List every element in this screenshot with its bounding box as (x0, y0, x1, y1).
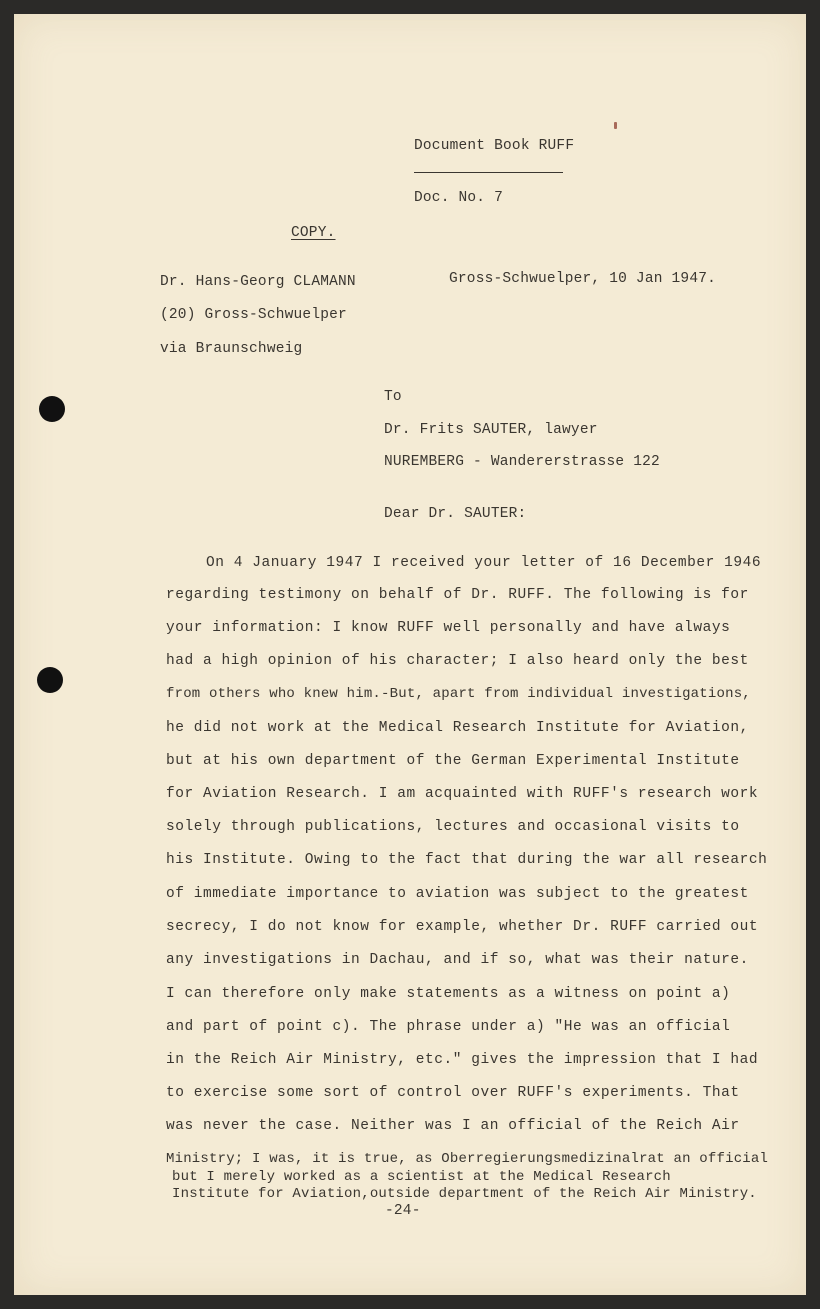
body-line: and part of point c). The phrase under a) "He was an official (166, 1019, 731, 1035)
body-line: regarding testimony on behalf of Dr. RUFF. The following is for (166, 587, 749, 603)
body-line: Ministry; I was, it is true, as Oberregierungsmedizinalrat an official (166, 1151, 769, 1167)
body-line: any investigations in Dachau, and if so, what was their nature. (166, 952, 749, 968)
body-line: but at his own department of the German Experimental Institute (166, 753, 740, 769)
body-line: had a high opinion of his character; I also heard only the best (166, 653, 749, 669)
document-page (14, 14, 806, 1295)
salutation: Dear Dr. SAUTER: (384, 506, 527, 522)
sender-name: Dr. Hans-Georg CLAMANN (160, 274, 356, 290)
recipient-to: To (384, 389, 402, 405)
doc-number: Doc. No. 7 (414, 190, 504, 206)
body-line: solely through publications, lectures and occasional visits to (166, 819, 740, 835)
body-line: he did not work at the Medical Research Institute for Aviation, (166, 720, 749, 736)
body-line: I can therefore only make statements as a witness on point a) (166, 986, 731, 1002)
body-line: secrecy, I do not know for example, whether Dr. RUFF carried out (166, 919, 759, 935)
punch-hole-bottom (37, 667, 63, 693)
body-line: Institute for Aviation,outside department of the Reich Air Ministry. (172, 1186, 757, 1202)
document-book-title: Document Book RUFF (414, 138, 575, 154)
punch-hole-top (39, 396, 65, 422)
body-line: to exercise some sort of control over RUFF's experiments. That (166, 1085, 740, 1101)
sender-via: via Braunschweig (160, 341, 303, 357)
copy-label: COPY. (291, 225, 336, 241)
body-line: his Institute. Owing to the fact that during the war all research (166, 852, 768, 868)
body-line: On 4 January 1947 I received your letter of 16 December 1946 (206, 555, 762, 571)
body-line: but I merely worked as a scientist at the Medical Research (172, 1169, 671, 1185)
body-line: in the Reich Air Ministry, etc." gives the impression that I had (166, 1052, 759, 1068)
body-line: your information: I know RUFF well personally and have always (166, 620, 731, 636)
page-number: -24- (385, 1203, 421, 1219)
ink-speck (614, 122, 617, 129)
body-line: of immediate importance to aviation was subject to the greatest (166, 886, 749, 902)
place-date: Gross-Schwuelper, 10 Jan 1947. (449, 271, 717, 287)
header-rule (414, 172, 563, 173)
body-line: from others who knew him.-But, apart from individual investigations, (166, 686, 751, 702)
body-line: for Aviation Research. I am acquainted with RUFF's research work (166, 786, 759, 802)
recipient-address: NUREMBERG - Wandererstrasse 122 (384, 454, 660, 470)
body-line: was never the case. Neither was I an official of the Reich Air (166, 1118, 740, 1134)
sender-postal: (20) Gross-Schwuelper (160, 307, 347, 323)
recipient-name: Dr. Frits SAUTER, lawyer (384, 422, 598, 438)
